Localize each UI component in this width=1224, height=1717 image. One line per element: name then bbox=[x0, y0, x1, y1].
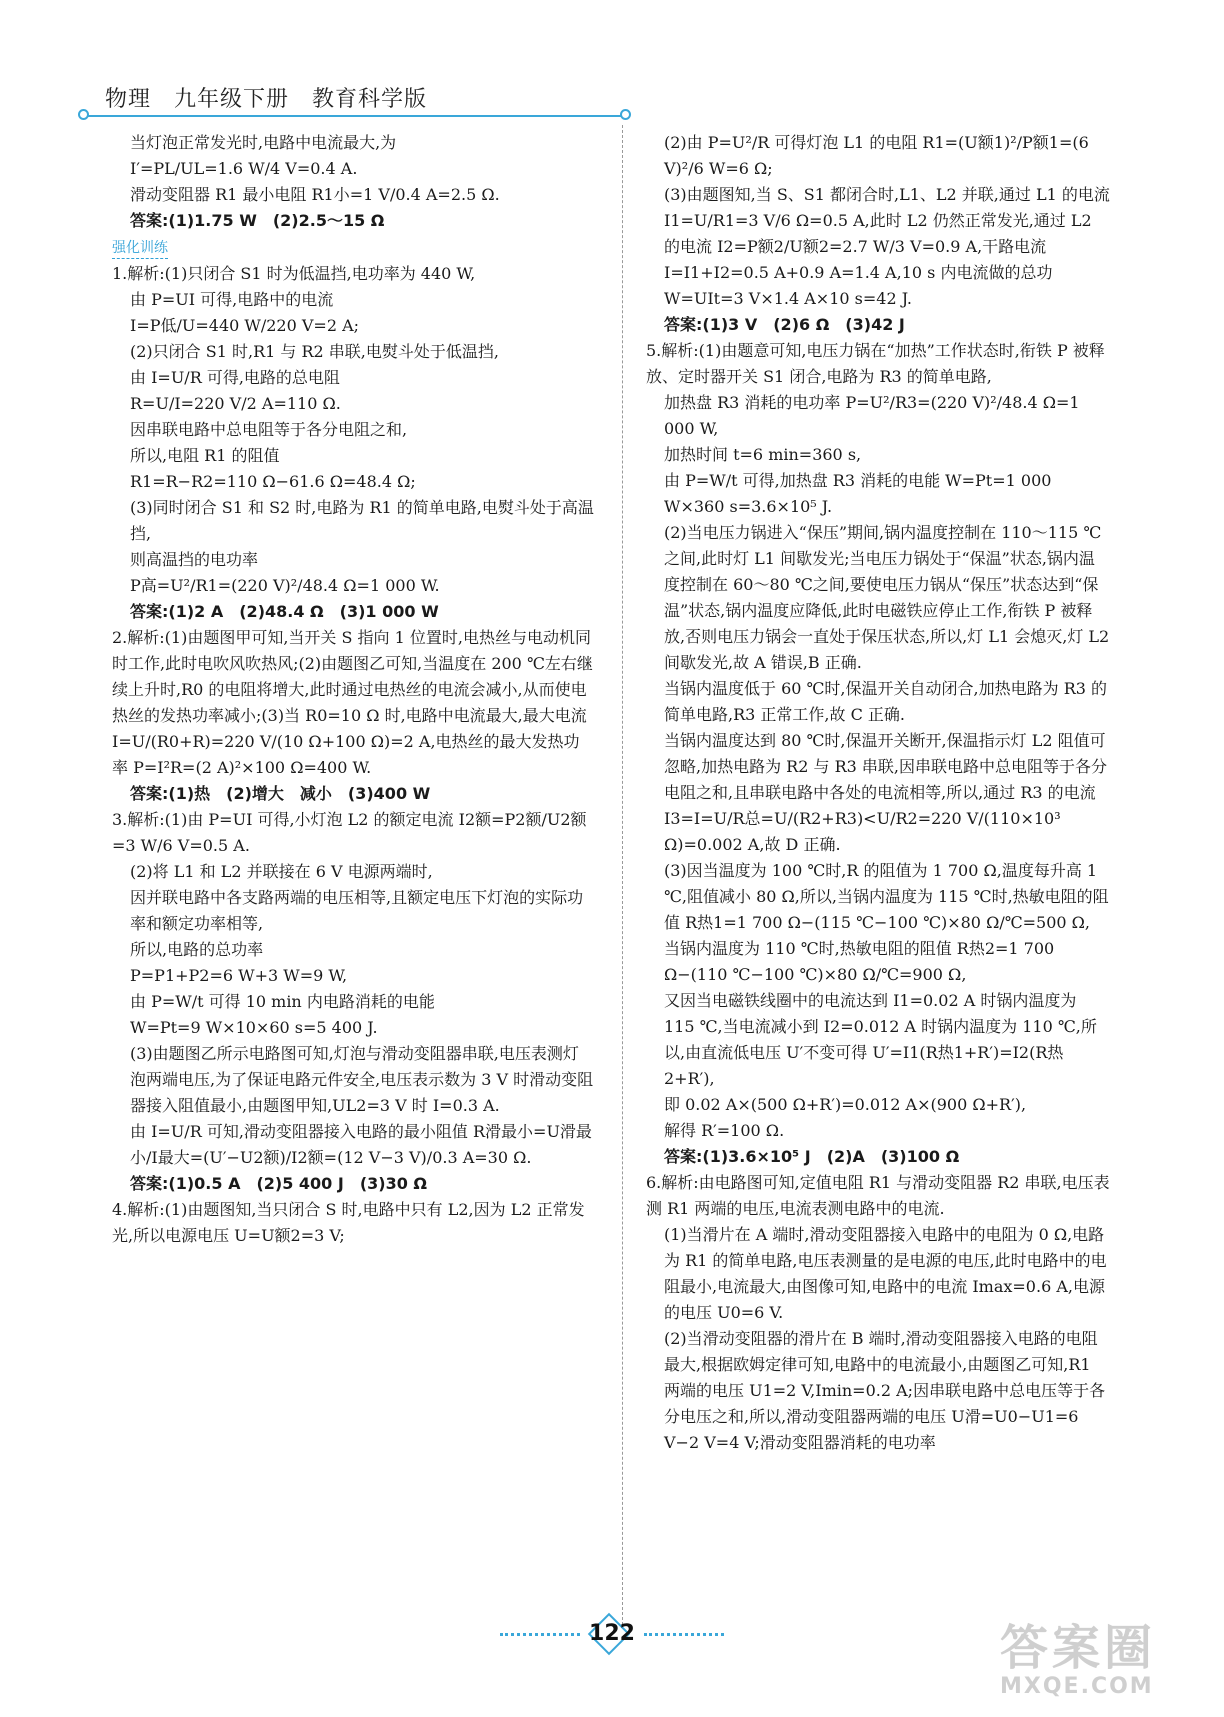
text-paragraph: (3)同时闭合 S1 和 S2 时,电路为 R1 的简单电路,电熨斗处于高温挡, bbox=[130, 498, 594, 543]
watermark-line1: 答案圈 bbox=[1000, 1620, 1157, 1676]
text-paragraph: W=Pt=9 W×10×60 s=5 400 J. bbox=[130, 1018, 378, 1037]
text-paragraph: 由 P=W/t 可得,加热盘 R3 消耗的电能 W=Pt=1 000 W×360 s=3.6×10⁵ J. bbox=[664, 471, 1057, 516]
column-divider bbox=[622, 125, 623, 1625]
text-paragraph: 当锅内温度达到 80 ℃时,保温开关断开,保温指示灯 L2 阻值可忽略,加热电路为 R2 与 R3 串联,因串联电路中总电阻等于各分电阻之和,且串联电路中各处的电流相等,所以,通过 R3 的电流 I3=I=U/R总=U/(R2+R3)<U/R2=220 V/(110×10³ Ω)=0.002 A,故 D 正确. bbox=[664, 731, 1107, 854]
left-column bbox=[112, 130, 594, 1249]
text-paragraph: (3)由题图知,当 S、S1 都闭合时,L1、L2 并联,通过 L1 的电流 I1=U/R1=3 V/6 Ω=0.5 A,此时 L2 仍然正常发光,通过 L2 的电流 I2=P额2/U额2=2.7 W/3 V=0.9 A,干路电流 I=I1+I2=0.5 A+0.9 A=1.4 A,10 s 内电流做的总功 W=UIt=3 V×1.4 A×10 s=42 J. bbox=[664, 185, 1115, 308]
text-paragraph: 由 P=UI 可得,电路中的电流 bbox=[130, 290, 334, 309]
text-paragraph: 加热时间 t=6 min=360 s, bbox=[664, 445, 862, 464]
text-paragraph: 所以,电阻 R1 的阻值 bbox=[130, 446, 280, 465]
text-paragraph: (2)当电压力锅进入“保压”期间,锅内温度控制在 110～115 ℃之间,此时灯 L1 间歇发光;当电压力锅处于“保温”状态,锅内温度控制在 60～80 ℃之间,要使电压力锅从“保压”状态达到“保温”状态,锅内温度应降低,此时电磁铁应停止工作,衔铁 P 被释放,否则电压力锅会一直处于保压状态,所以,灯 L1 会熄灭,灯 L2 间歇发光,故 A 错误,B 正确. bbox=[664, 523, 1115, 672]
text-paragraph: (2)当滑动变阻器的滑片在 B 端时,滑动变阻器接入电路的电阻最大,根据欧姆定律可知,电路中的电流最小,由题图乙可知,R1 两端的电压 U1=2 V,Imin=0.2 A;因串联电路中总电压等于各分电压之和,所以,滑动变阻器两端的电压 U滑=U0−U1=6 V−2 V=4 V;滑动变阻器消耗的电功率 bbox=[664, 1329, 1106, 1452]
text-paragraph: R=U/I=220 V/2 A=110 Ω. bbox=[130, 394, 341, 413]
text-paragraph: 5.解析:(1)由题意可知,电压力锅在“加热”工作状态时,衔铁 P 被释放、定时器开关 S1 闭合,电路为 R3 的简单电路, bbox=[646, 341, 1105, 386]
section-heading bbox=[112, 234, 594, 261]
text-paragraph: 由 I=U/R 可得,电路的总电阻 bbox=[130, 368, 340, 387]
text-paragraph: R1=R−R2=110 Ω−61.6 Ω=48.4 Ω; bbox=[130, 472, 416, 491]
answer-line: 答案:(1)2 A (2)48.4 Ω (3)1 000 W bbox=[130, 602, 439, 621]
text-paragraph: 1.解析:(1)只闭合 S1 时为低温挡,电功率为 440 W, bbox=[112, 264, 476, 283]
watermark-line2: MXQE.COM bbox=[1000, 1674, 1154, 1699]
text-paragraph: (1)当滑片在 A 端时,滑动变阻器接入电路中的电阻为 0 Ω,电路为 R1 的简单电路,电压表测量的是电源的电压,此时电路中的电阻最小,电流最大,由图像可知,电路中的电流 Imax=0.6 A,电源的电压 U0=6 V. bbox=[664, 1225, 1107, 1322]
text-paragraph: 2.解析:(1)由题图甲可知,当开关 S 指向 1 位置时,电热丝与电动机同时工作,此时电吹风吹热风;(2)由题图乙可知,当温度在 200 ℃左右继续上升时,R0 的电阻将增大,此时通过电热丝的电流会减小,从而使电热丝的发热功率减小;(3)当 R0=10 Ω 时,电路中电流最大,最大电流 I=U/(R0+R)=220 V/(10 Ω+100 Ω)=2 A,电热丝的最大发热功率 P=I²R=(2 A)²×100 Ω=400 W. bbox=[112, 628, 593, 777]
answer-line: 答案:(1)3.6×10⁵ J (2)A (3)100 Ω bbox=[664, 1147, 960, 1166]
watermark-logo bbox=[1000, 1622, 1210, 1707]
text-paragraph: 当锅内温度为 110 ℃时,热敏电阻的阻值 R热2=1 700 Ω−(110 ℃−100 ℃)×80 Ω/℃=900 Ω, bbox=[664, 939, 1060, 984]
header-rule bbox=[88, 115, 624, 117]
text-paragraph: 所以,电路的总功率 bbox=[130, 940, 264, 959]
text-paragraph: (2)由 P=U²/R 可得灯泡 L1 的电阻 R1=(U额1)²/P额1=(6 V)²/6 W=6 Ω; bbox=[664, 133, 1094, 178]
text-paragraph: (2)将 L1 和 L2 并联接在 6 V 电源两端时, bbox=[130, 862, 433, 881]
text-paragraph: 3.解析:(1)由 P=UI 可得,小灯泡 L2 的额定电流 I2额=P2额/U2额=3 W/6 V=0.5 A. bbox=[112, 810, 587, 855]
text-paragraph: (2)只闭合 S1 时,R1 与 R2 串联,电熨斗处于低温挡, bbox=[130, 342, 499, 361]
text-paragraph: I=P低/U=440 W/220 V=2 A; bbox=[130, 316, 360, 335]
text-paragraph: 又因当电磁铁线圈中的电流达到 I1=0.02 A 时锅内温度为 115 ℃,当电流减小到 I2=0.012 A 时锅内温度为 110 ℃,所以,由直流低电压 U′不变可得 U′=I1(R热1+R′)=I2(R热2+R′), bbox=[664, 991, 1097, 1088]
text-paragraph: P高=U²/R1=(220 V)²/48.4 Ω=1 000 W. bbox=[130, 576, 440, 595]
text-paragraph: 加热盘 R3 消耗的电功率 P=U²/R3=(220 V)²/48.4 Ω=1 000 W, bbox=[664, 393, 1085, 438]
right-column bbox=[646, 130, 1115, 1456]
answer-line: 答案:(1)热 (2)增大 减小 (3)400 W bbox=[130, 784, 431, 803]
text-paragraph: 由 P=W/t 可得 10 min 内电路消耗的电能 bbox=[130, 992, 435, 1011]
text-paragraph: 因并联电路中各支路两端的电压相等,且额定电压下灯泡的实际功率和额定功率相等, bbox=[130, 888, 584, 933]
footer-dots-left bbox=[500, 1633, 580, 1636]
text-paragraph: I′=PL/UL=1.6 W/4 V=0.4 A. bbox=[130, 159, 358, 178]
page-number: 122 bbox=[589, 1621, 635, 1646]
text-paragraph: 滑动变阻器 R1 最小电阻 R1小=1 V/0.4 A=2.5 Ω. bbox=[130, 185, 500, 204]
answer-line: 答案:(1)0.5 A (2)5 400 J (3)30 Ω bbox=[130, 1174, 428, 1193]
text-paragraph: 4.解析:(1)由题图知,当只闭合 S 时,电路中只有 L2,因为 L2 正常发光,所以电源电压 U=U额2=3 V; bbox=[112, 1200, 585, 1245]
text-paragraph: 由 I=U/R 可知,滑动变阻器接入电路的最小阻值 R滑最小=U滑最小/I最大=(U′−U2额)/I2额=(12 V−3 V)/0.3 A=30 Ω. bbox=[130, 1122, 592, 1167]
section-label: 强化训练 bbox=[112, 238, 168, 259]
text-paragraph: 即 0.02 A×(500 Ω+R′)=0.012 A×(900 Ω+R′), bbox=[664, 1095, 1027, 1114]
text-paragraph: (3)因当温度为 100 ℃时,R 的阻值为 1 700 Ω,温度每升高 1 ℃,阻值减小 80 Ω,所以,当锅内温度为 115 ℃时,热敏电阻的阻值 R热1=1 700 Ω−(115 ℃−100 ℃)×80 Ω/℃=500 Ω, bbox=[664, 861, 1109, 932]
answer-line: 答案:(1)1.75 W (2)2.5～15 Ω bbox=[130, 211, 385, 230]
text-paragraph: 当灯泡正常发光时,电路中电流最大,为 bbox=[130, 133, 397, 152]
text-paragraph: 则高温挡的电功率 bbox=[130, 550, 259, 569]
text-paragraph: 当锅内温度低于 60 ℃时,保温开关自动闭合,加热电路为 R3 的简单电路,R3 正常工作,故 C 正确. bbox=[664, 679, 1108, 724]
text-paragraph: P=P1+P2=6 W+3 W=9 W, bbox=[130, 966, 348, 985]
text-paragraph: 因串联电路中总电阻等于各分电阻之和, bbox=[130, 420, 408, 439]
page-number-footer bbox=[500, 1615, 724, 1655]
text-paragraph: 解得 R′=100 Ω. bbox=[664, 1121, 785, 1140]
header-dot-right-icon bbox=[620, 109, 631, 120]
answer-line: 答案:(1)3 V (2)6 Ω (3)42 J bbox=[664, 315, 905, 334]
footer-dots-right bbox=[644, 1633, 724, 1636]
text-paragraph: 6.解析:由电路图可知,定值电阻 R1 与滑动变阻器 R2 串联,电压表测 R1 两端的电压,电流表测电路中的电流. bbox=[646, 1173, 1110, 1218]
text-paragraph: (3)由题图乙所示电路图可知,灯泡与滑动变阻器串联,电压表测灯泡两端电压,为了保证电路元件安全,电压表示数为 3 V 时滑动变阻器接入阻值最小,由题图甲知,UL2=3 V 时 I=0.3 A. bbox=[130, 1044, 594, 1115]
header-title: 物理 九年级下册 教育科学版 bbox=[105, 87, 428, 112]
